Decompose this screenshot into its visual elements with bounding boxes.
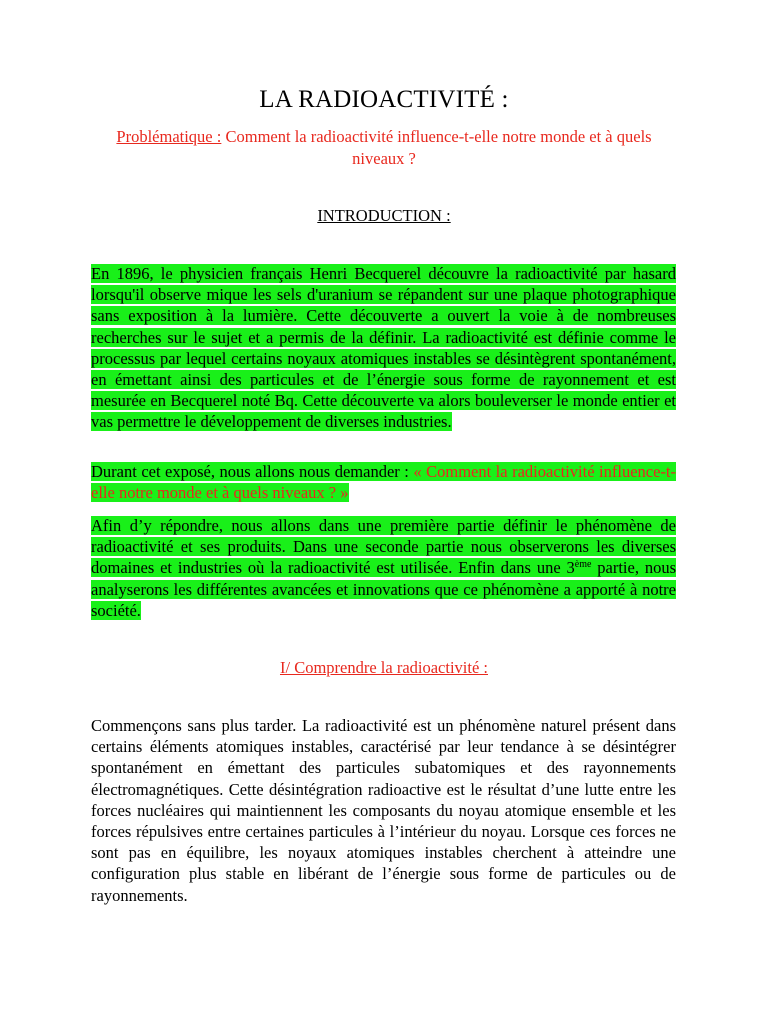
section-1-heading: I/ Comprendre la radioactivité : (279, 658, 488, 677)
ordinal-superscript: ème (574, 559, 592, 571)
introduction-heading: INTRODUCTION : (317, 206, 451, 225)
highlighted-text (91, 516, 676, 620)
intro-paragraph-1 (91, 263, 676, 433)
highlighted-text (91, 462, 676, 502)
paragraph-end: partie, nous analyserons les différentes avancées et innovations que ce phénomène a apporté à notre société. (91, 558, 677, 620)
problem-label: Problématique : (116, 127, 222, 146)
problem-statement (100, 126, 668, 170)
section-1-paragraph: Commençons sans plus tarder. La radioactivité est un phénomène naturel présent dans certains éléments atomiques instables, caractérisé par leur tendance à se désintégrer spontanément en émettant des particules subatomiques et des rayonnements électromagnétiques. Cette désintégration radioactive est le résultat d’une lutte entre les forces nucléaires qui maintiennent les composants du noyau atomique ensemble et les forces répulsives entre certaines particules à l’intérieur du noyau. Lorsque ces forces ne sont pas en équilibre, les noyaux atomiques instables cherchent à atteindre une configuration plus stable en libérant de l’énergie sous forme de particules ou de rayonnements. (91, 716, 676, 905)
intro-paragraph-3 (91, 515, 676, 621)
intro-paragraph-2 (91, 461, 676, 503)
paragraph-start: Afin d’y répondre, nous allons dans une première partie définir le phénomène de radioactivité et ses produits. Dans une seconde partie nous observerons les diverses domaines et industries où la radioactivité est utilisée. Enfin dans une 3 (91, 516, 676, 578)
problem-text: Comment la radioactivité influence-t-elle notre monde et à quels niveaux ? (221, 127, 652, 168)
problem-question: « Comment la radioactivité influence-t-elle notre monde et à quels niveaux ? » (91, 462, 676, 503)
document-title: LA RADIOACTIVITÉ : (259, 86, 509, 113)
highlighted-text: En 1896, le physicien français Henri Becquerel découvre la radioactivité par hasard lorsqu'il observe mique les sels d'uranium se répandent sur une plaque photographique sans exposition à la lumière. Cette découverte a ouvert la voie à de nombreuses recherches sur le sujet et a permis de la définir. La radioactivité est définie comme le processus par lequel certains noyaux atomiques instables se désintègrent spontanément, en émettant ainsi des particules et de l’énergie sous forme de rayonnement et est mesurée en Becquerel noté Bq. Cette découverte va alors bouleverser le monde entier et vas permettre le développement de diverses industries. (91, 264, 676, 432)
paragraph-lead: Durant cet exposé, nous allons nous demander : (91, 462, 414, 481)
